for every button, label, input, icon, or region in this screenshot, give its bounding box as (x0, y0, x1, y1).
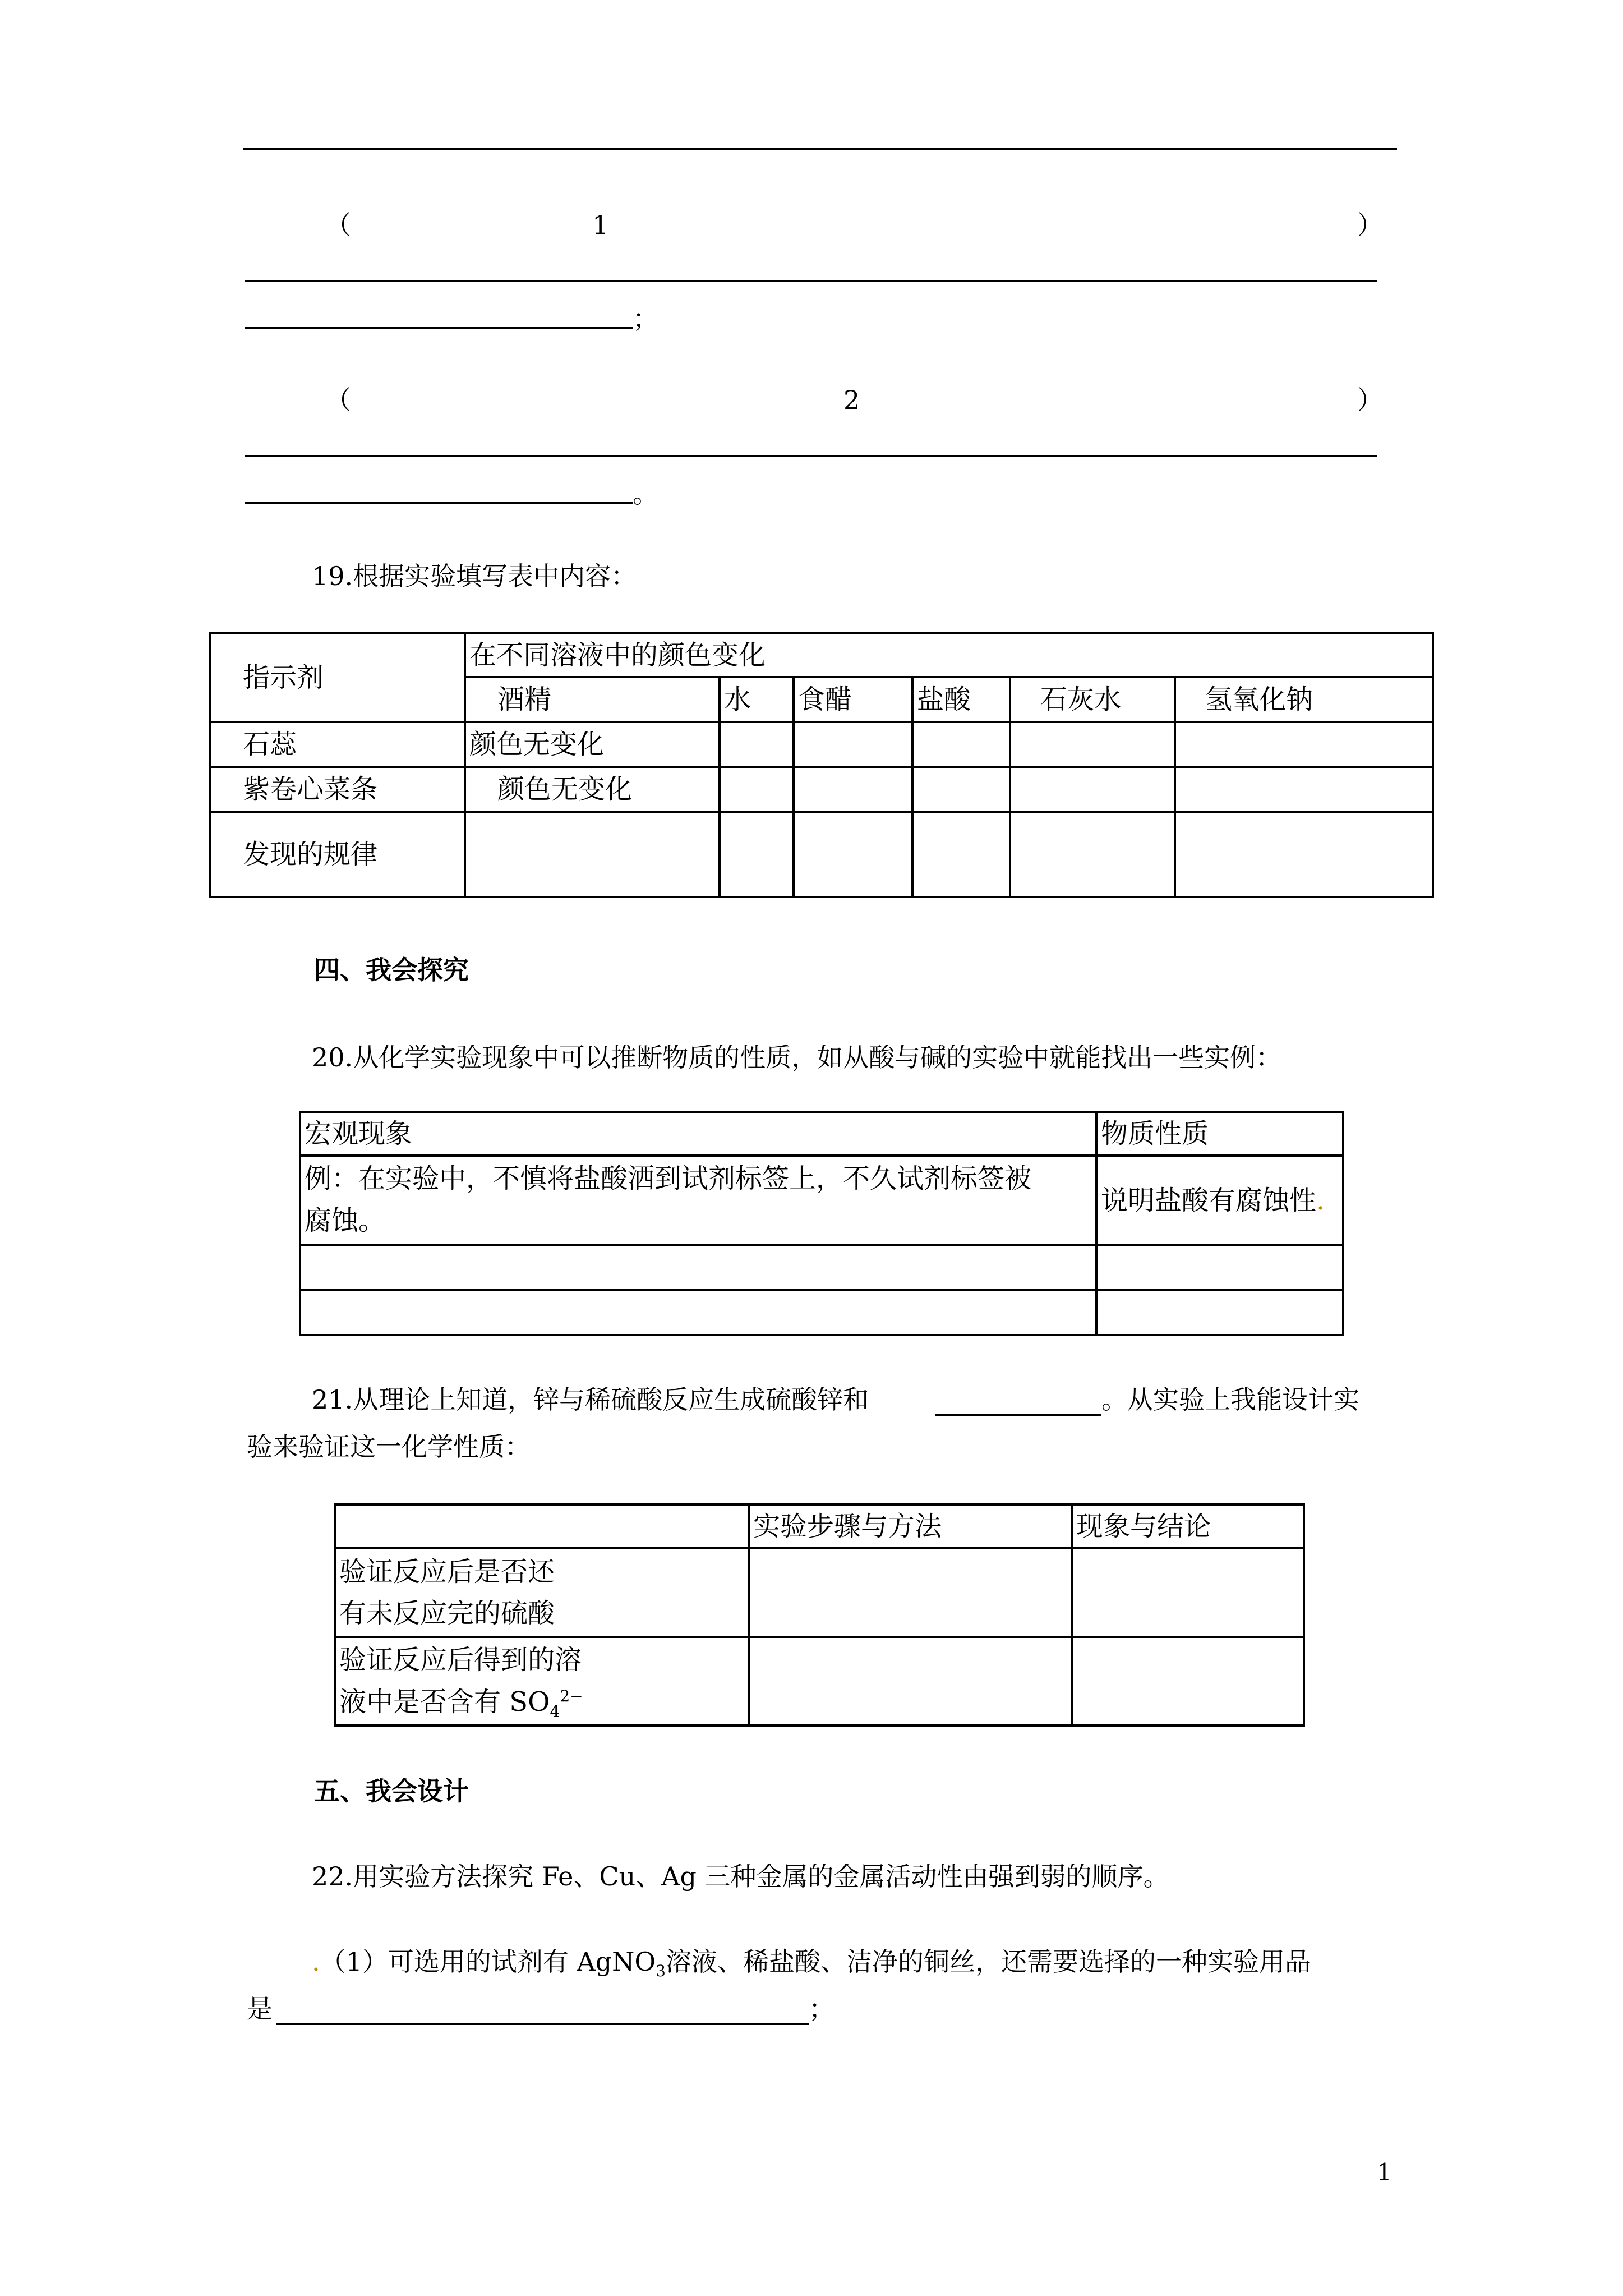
q19-row-label: 发现的规律 (210, 812, 465, 897)
q22-part-1-after: 溶液、稀盐酸、洁净的铜丝，还需要选择的一种实验用品 (665, 1947, 1311, 1977)
page-number: 1 (1377, 2159, 1392, 2186)
blank-item-2-end: 。 (633, 478, 658, 509)
blank-item-2-close-paren: ） (1357, 385, 1383, 415)
q20-header-phenomenon: 宏观现象 (300, 1112, 1096, 1156)
q21-row-2-line-2 (339, 1681, 744, 1724)
q21-header-result: 现象与结论 (1072, 1504, 1304, 1548)
q19-row-label: 紫卷心菜条 (210, 767, 465, 812)
q19-answer-cell[interactable] (1010, 767, 1175, 812)
q19-answer-cell[interactable] (1175, 722, 1433, 767)
silver-nitrate-subscript: 3 (656, 1962, 666, 1981)
q21-prompt-line-2: 验来验证这一化学性质： (247, 1432, 531, 1462)
blank-item-1-number: 1 (592, 210, 609, 240)
q19-col-hydrochloric-acid: 盐酸 (912, 677, 1010, 722)
q21-row-1-label (335, 1548, 749, 1637)
q19-answer-cell[interactable] (720, 722, 794, 767)
q19-header-indicator: 指示剂 (210, 633, 465, 722)
q21-answer-cell[interactable] (749, 1548, 1072, 1637)
q19-answer-cell[interactable] (1175, 812, 1433, 897)
q19-answer-cell[interactable] (1010, 722, 1175, 767)
sulfate-superscript: 2− (560, 1686, 583, 1705)
q20-example-phenomenon (300, 1156, 1096, 1245)
q19-col-water: 水 (720, 677, 794, 722)
q19-row-label: 石蕊 (210, 722, 465, 767)
q19-answer-cell[interactable] (794, 722, 912, 767)
q20-header-property: 物质性质 (1096, 1112, 1343, 1156)
q22-answer-blank[interactable] (276, 2023, 809, 2025)
q20-answer-cell[interactable] (1096, 1290, 1343, 1335)
q20-answer-cell[interactable] (1096, 1245, 1343, 1290)
q20-answer-cell[interactable] (300, 1245, 1096, 1290)
blank-item-2-open-paren: （ (325, 385, 351, 415)
q19-answer-cell[interactable] (720, 812, 794, 897)
answer-line[interactable] (245, 327, 633, 329)
q19-answer-cell[interactable] (720, 767, 794, 812)
q19-col-limewater: 石灰水 (1010, 677, 1175, 722)
q19-answer-cell[interactable] (794, 812, 912, 897)
q22-part-1-line-2: 是 (247, 1994, 273, 2024)
q22-part-1-end: ； (809, 1994, 834, 2024)
q21-prompt-after: 。从实验上我能设计实 (1101, 1384, 1359, 1415)
q20-table (299, 1111, 1344, 1336)
q22-part-1 (312, 1949, 1311, 1979)
q21-row-2-label (335, 1637, 749, 1726)
q20-example-property-cell (1096, 1156, 1343, 1245)
q21-answer-cell[interactable] (1072, 1637, 1304, 1726)
q19-col-vinegar: 食醋 (794, 677, 912, 722)
q21-row-2-text: 液中是否含有 SO (339, 1686, 550, 1718)
section-4-title: 四、我会探究 (314, 955, 469, 985)
q19-cell-alcohol: 颜色无变化 (465, 767, 720, 812)
q19-answer-cell[interactable] (1175, 767, 1433, 812)
q21-table (334, 1503, 1305, 1727)
q19-cell-alcohol: 颜色无变化 (465, 722, 720, 767)
q21-prompt-before: 21.从理论上知道，锌与稀硫酸反应生成硫酸锌和 (312, 1384, 869, 1415)
answer-line[interactable] (245, 280, 1377, 282)
q19-prompt: 19.根据实验填写表中内容： (312, 561, 637, 591)
q22-part-1-before: （1）可选用的试剂有 AgNO (320, 1947, 656, 1977)
q21-answer-cell[interactable] (1072, 1548, 1304, 1637)
q19-col-alcohol: 酒精 (465, 677, 720, 722)
q20-example-line-1: 例：在实验中，不慎将盐酸洒到试剂标签上，不久试剂标签被 (305, 1163, 1032, 1195)
q19-answer-cell[interactable] (912, 722, 1010, 767)
q20-answer-cell[interactable] (300, 1290, 1096, 1335)
q19-col-sodium-hydroxide: 氢氧化钠 (1175, 677, 1433, 722)
mark-dot: . (1316, 1185, 1325, 1217)
q21-header-empty (335, 1504, 749, 1548)
answer-line[interactable] (245, 455, 1377, 457)
blank-item-1-open-paren: （ (325, 210, 351, 240)
blank-item-1-end: ； (633, 303, 658, 334)
q20-example-line-2: 腐蚀。 (305, 1204, 386, 1236)
q19-table (209, 632, 1434, 898)
q19-answer-cell[interactable] (912, 767, 1010, 812)
q21-row-2-line-1: 验证反应后得到的溶 (339, 1644, 582, 1676)
q21-row-1-line-1: 验证反应后是否还 (339, 1556, 555, 1588)
q19-answer-cell[interactable] (912, 812, 1010, 897)
q21-row-1-line-2: 有未反应完的硫酸 (339, 1598, 555, 1630)
q19-answer-cell[interactable] (465, 812, 720, 897)
q21-answer-cell[interactable] (749, 1637, 1072, 1726)
q19-header-group: 在不同溶液中的颜色变化 (465, 633, 1433, 677)
q21-header-method: 实验步骤与方法 (749, 1504, 1072, 1548)
q20-example-property: 说明盐酸有腐蚀性 (1101, 1185, 1317, 1217)
q21-answer-blank[interactable] (935, 1414, 1101, 1416)
blank-item-2-number: 2 (843, 385, 860, 415)
q22-prompt: 22.用实验方法探究 Fe、Cu、Ag 三种金属的金属活动性由强到弱的顺序。 (312, 1861, 1169, 1892)
section-5-title: 五、我会设计 (314, 1776, 469, 1806)
q19-answer-cell[interactable] (1010, 812, 1175, 897)
sulfate-subscript: 4 (550, 1702, 560, 1721)
q20-prompt: 20.从化学实验现象中可以推断物质的性质，如从酸与碱的实验中就能找出一些实例： (312, 1042, 1282, 1073)
q19-answer-cell[interactable] (794, 767, 912, 812)
mark-dot: . (312, 1947, 320, 1977)
answer-line[interactable] (245, 502, 633, 504)
header-rule (243, 148, 1397, 150)
blank-item-1-close-paren: ） (1357, 210, 1383, 240)
